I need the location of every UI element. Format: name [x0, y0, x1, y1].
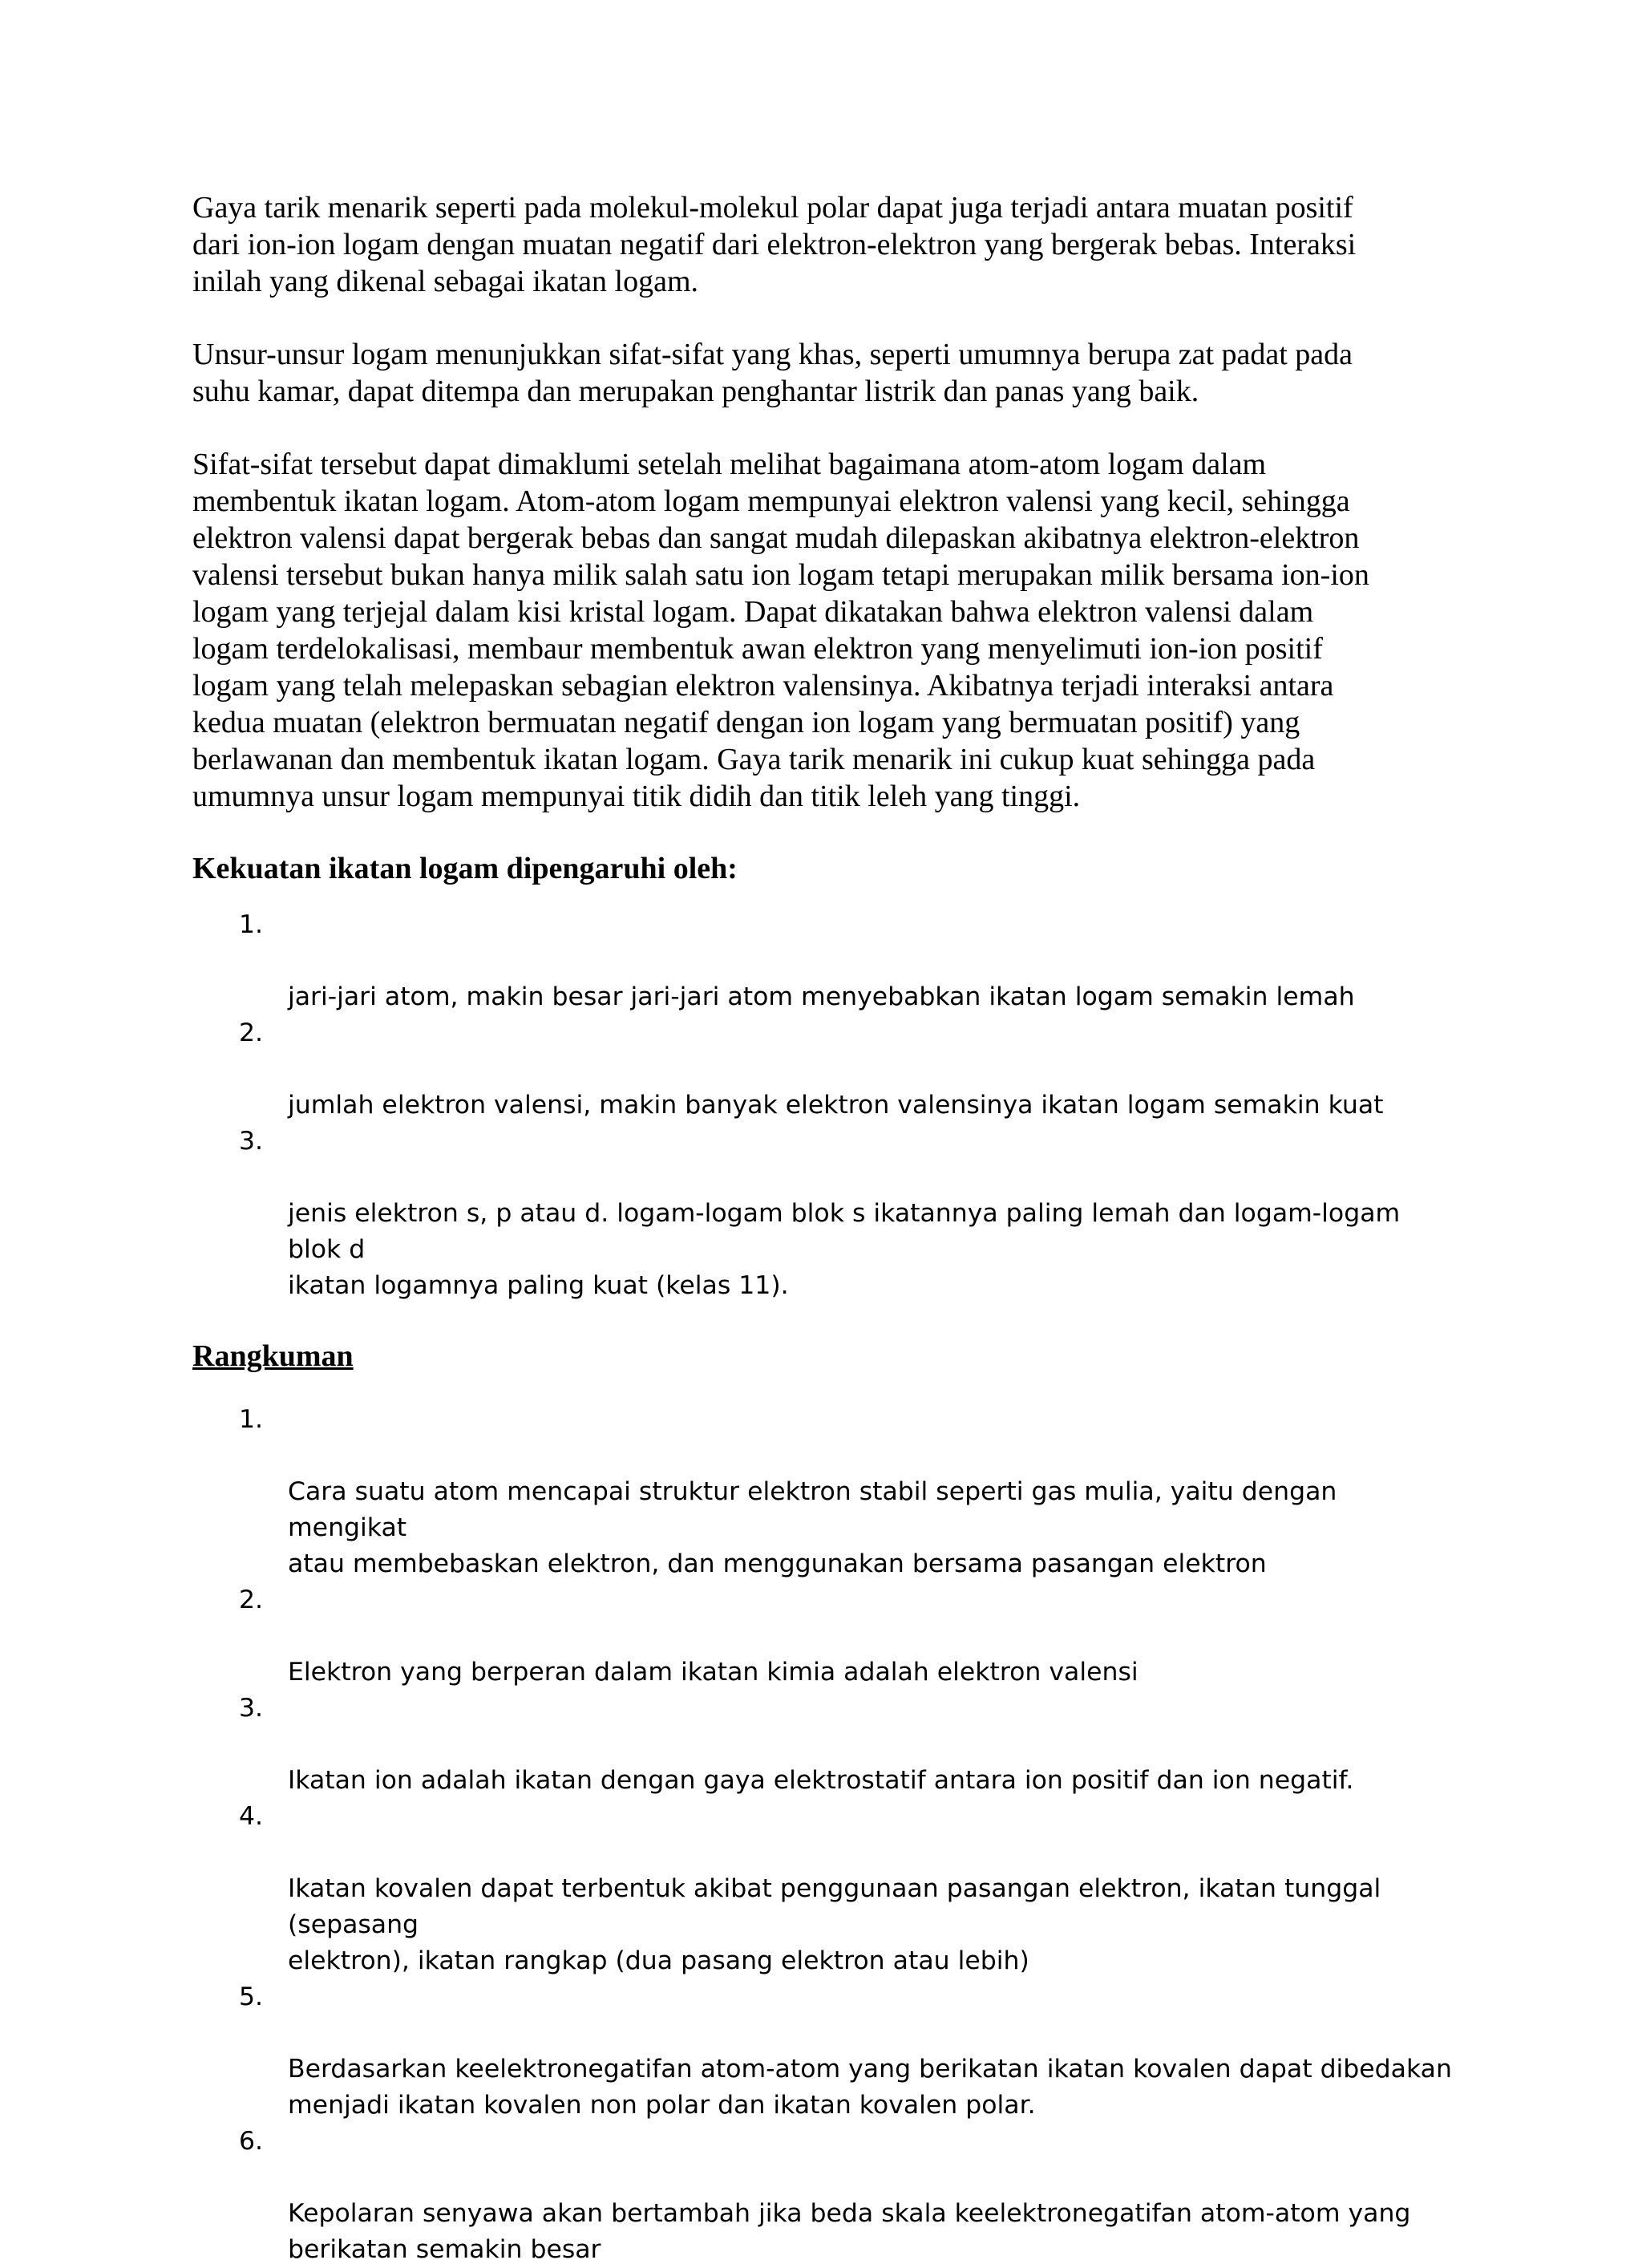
list-item	[192, 1799, 1456, 1979]
list-item-text: jumlah elektron valensi, makin banyak elektron valensinya ikatan logam semakin kuat	[288, 1091, 1384, 1120]
list-item-number: 2.	[239, 1586, 264, 1614]
list-rangkuman	[192, 1402, 1456, 2268]
list-item-number: 3.	[239, 1694, 264, 1723]
list-item	[192, 1979, 1456, 2124]
list-item-number: 1.	[239, 910, 264, 939]
list-item-number: 2.	[239, 1019, 264, 1047]
list-item-text: Kepolaran senyawa akan bertambah jika beda skala keelektronegatifan atom-atom yang berikatan semakin besar	[288, 2199, 1411, 2264]
list-kekuatan-ikatan	[192, 907, 1456, 1304]
list-item-text: Berdasarkan keelektronegatifan atom-atom yang berikatan ikatan kovalen dapat dibedakan menjadi ikatan kovalen non polar dan ikatan kovalen polar.	[288, 2055, 1452, 2120]
list-item-text: jari-jari atom, makin besar jari-jari atom menyebabkan ikatan logam semakin lemah	[288, 982, 1355, 1011]
list-item-number: 1.	[239, 1405, 264, 1434]
paragraph-penjelasan-ikatan-logam: Sifat-sifat tersebut dapat dimaklumi setelah melihat bagaimana atom-atom logam dalam membentuk ikatan logam. Atom-atom logam mempunyai elektron valensi yang kecil, sehingga elektron valensi dapat bergerak bebas dan sangat mudah dilepaskan akibatnya elektron-elektron valensi tersebut bukan hanya milik salah satu ion logam tetapi merupakan milik bersama ion-ion logam yang terjejal dalam kisi kristal logam. Dapat dikatakan bahwa elektron valensi dalam logam terdelokalisasi, membaur membentuk awan elektron yang menyelimuti ion-ion positif logam yang telah melepaskan sebagian elektron valensinya. Akibatnya terjadi interaksi antara kedua muatan (elektron bermuatan negatif dengan ion logam yang bermuatan positif) yang berlawanan dan membentuk ikatan logam. Gaya tarik menarik ini cukup kuat sehingga pada umumnya unsur logam mempunyai titik didih dan titik leleh yang tinggi.	[192, 448, 1369, 813]
list-item	[192, 1124, 1456, 1304]
list-item-number: 3.	[239, 1127, 264, 1156]
list-item-number: 4.	[239, 1802, 264, 1831]
list-item	[192, 907, 1456, 1015]
heading-rangkuman: Rangkuman	[192, 1339, 354, 1373]
list-item	[192, 1691, 1456, 1799]
list-item-text: Ikatan ion adalah ikatan dengan gaya elektrostatif antara ion positif dan ion negatif.	[288, 1766, 1354, 1795]
list-item-number: 5.	[239, 1982, 264, 2011]
list-item	[192, 2124, 1456, 2268]
list-item-text: Ikatan kovalen dapat terbentuk akibat penggunaan pasangan elektron, ikatan tunggal (sepasang elektron), ikatan rangkap (dua pasang elektron atau lebih)	[288, 1874, 1381, 1975]
list-item-number: 6.	[239, 2127, 264, 2156]
list-item-text: jenis elektron s, p atau d. logam-logam blok s ikatannya paling lemah dan logam-logam blok d ikatan logamnya paling kuat (kelas 11).	[288, 1199, 1401, 1300]
document-body	[192, 189, 1456, 2268]
heading-kekuatan-ikatan: Kekuatan ikatan logam dipengaruhi oleh:	[192, 852, 738, 885]
list-item	[192, 1402, 1456, 1582]
list-item-text: Cara suatu atom mencapai struktur elektron stabil seperti gas mulia, yaitu dengan mengikat atau membebaskan elektron, dan menggunakan bersama pasangan elektron	[288, 1477, 1337, 1578]
paragraph-gaya-tarik: Gaya tarik menarik seperti pada molekul-molekul polar dapat juga terjadi antara muatan positif dari ion-ion logam dengan muatan negatif dari elektron-elektron yang bergerak bebas. Interaksi inilah yang dikenal sebagai ikatan logam.	[192, 191, 1357, 298]
list-item	[192, 1582, 1456, 1691]
paragraph-sifat-logam: Unsur-unsur logam menunjukkan sifat-sifat yang khas, seperti umumnya berupa zat padat pada suhu kamar, dapat ditempa dan merupakan penghantar listrik dan panas yang baik.	[192, 338, 1353, 408]
list-item-text: Elektron yang berperan dalam ikatan kimia adalah elektron valensi	[288, 1658, 1138, 1687]
list-item	[192, 1015, 1456, 1124]
